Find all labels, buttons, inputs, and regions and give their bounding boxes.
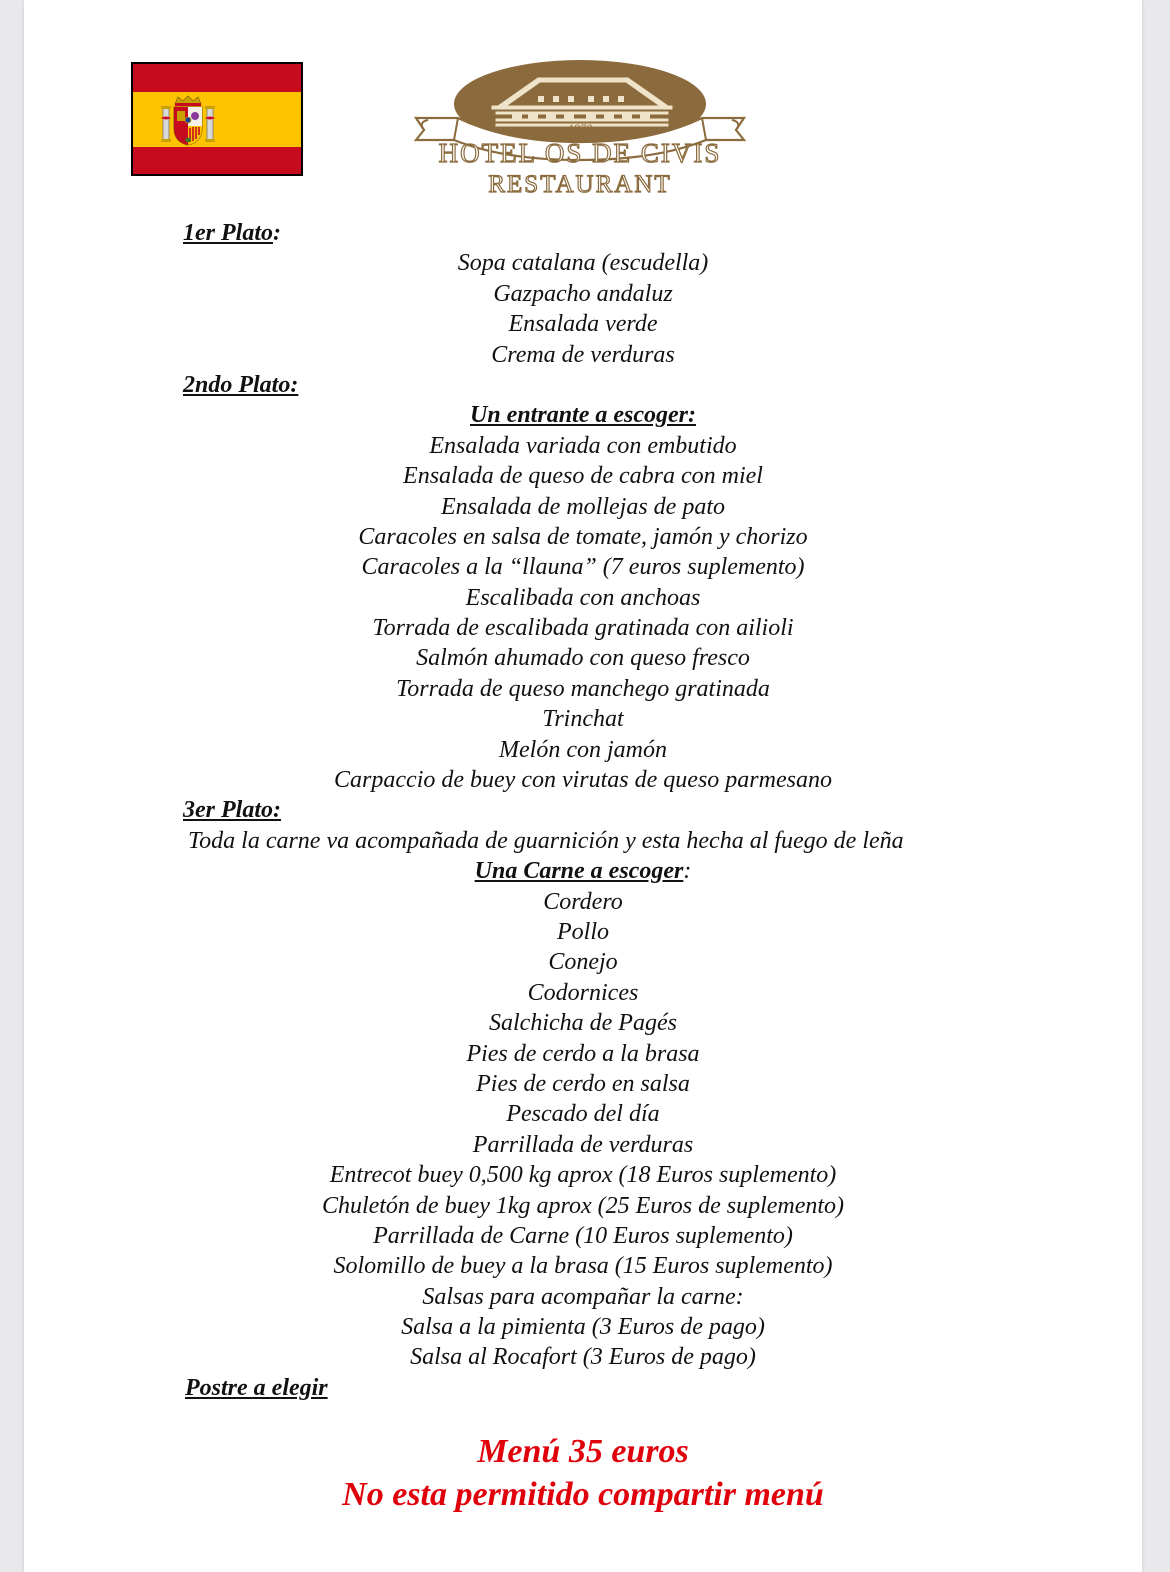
dessert-heading: Postre a elegir <box>185 1374 328 1401</box>
menu-price: Menú 35 euros <box>477 1433 689 1470</box>
meat-item: Entrecot buey 0,500 kg aprox (18 Euros suplemento) <box>329 1162 837 1189</box>
flag-stripe-top <box>133 64 301 92</box>
third-course-subheading: Una Carne a escoger: <box>474 858 692 885</box>
second-course-subheading: Un entrante a escoger: <box>470 402 696 429</box>
starter-item: Ensalada de mollejas de pato <box>441 493 725 520</box>
meat-item: Codornices <box>527 979 639 1006</box>
meat-item: Salchicha de Pagés <box>489 1010 677 1037</box>
starter-item: Salmón ahumado con queso fresco <box>416 645 750 672</box>
starter-item: Melón con jamón <box>499 736 667 763</box>
hotel-os-de-civis-logo <box>388 56 772 201</box>
starter-item: Carpaccio de buey con virutas de queso parmesano <box>334 767 832 794</box>
meat-item: Conejo <box>548 949 618 976</box>
sauce-item: Salsa a la pimienta (3 Euros de pago) <box>401 1314 765 1341</box>
starter-item: Torrada de queso manchego gratinada <box>396 675 770 702</box>
starter-item: Caracoles en salsa de tomate, jamón y chorizo <box>358 523 808 550</box>
flag-stripe-bottom <box>133 147 301 175</box>
meat-item: Pescado del día <box>506 1101 660 1128</box>
first-course-item: Gazpacho andaluz <box>493 280 673 307</box>
menu-content <box>24 218 1142 1403</box>
spain-flag-icon <box>131 62 303 176</box>
sauce-item: Salsa al Rocafort (3 Euros de pago) <box>410 1344 756 1371</box>
meat-item: Parrillada de Carne (10 Euros suplemento) <box>373 1222 793 1249</box>
second-course-heading: 2ndo Plato: <box>183 371 299 398</box>
starter-item: Caracoles a la “llauna” (7 euros suplemento) <box>361 554 805 581</box>
logo-line-2: RESTAURANT <box>488 171 672 198</box>
meat-item: Pies de cerdo a la brasa <box>466 1040 700 1067</box>
meat-item: Pollo <box>557 918 609 945</box>
first-course-heading: 1er Plato: <box>183 220 281 246</box>
first-course-item: Ensalada verde <box>508 311 658 338</box>
starter-item: Escalibada con anchoas <box>465 584 701 611</box>
meat-item: Pies de cerdo en salsa <box>476 1070 690 1097</box>
logo-year: -1970- <box>564 121 596 135</box>
starter-item: Torrada de escalibada gratinada con ailioli <box>372 615 794 642</box>
sharing-notice: No esta permitido compartir menú <box>342 1476 824 1513</box>
meat-item: Chuletón de buey 1kg aprox (25 Euros de suplemento) <box>321 1192 845 1219</box>
first-course-item: Sopa catalana (escudella) <box>457 250 709 277</box>
starter-item: Ensalada variada con embutido <box>429 432 737 459</box>
meat-item: Solomillo de buey a la brasa (15 Euros suplemento) <box>333 1253 833 1280</box>
starter-item: Trinchat <box>542 706 624 733</box>
coat-of-arms-icon <box>159 94 217 148</box>
third-course-heading: 3er Plato: <box>183 797 281 824</box>
menu-footer <box>24 1430 1142 1516</box>
first-course-item: Crema de verduras <box>491 341 675 368</box>
starter-item: Ensalada de queso de cabra con miel <box>403 463 763 490</box>
menu-page <box>24 0 1142 1572</box>
third-course-note: Toda la carne va acompañada de guarnición y esta hecha al fuego de leña <box>188 827 904 854</box>
meat-item: Cordero <box>543 888 623 915</box>
sauce-heading: Salsas para acompañar la carne: <box>422 1283 744 1310</box>
logo-line-1: HOTEL OS DE CIVIS <box>438 138 722 168</box>
meat-item: Parrillada de verduras <box>472 1131 694 1158</box>
